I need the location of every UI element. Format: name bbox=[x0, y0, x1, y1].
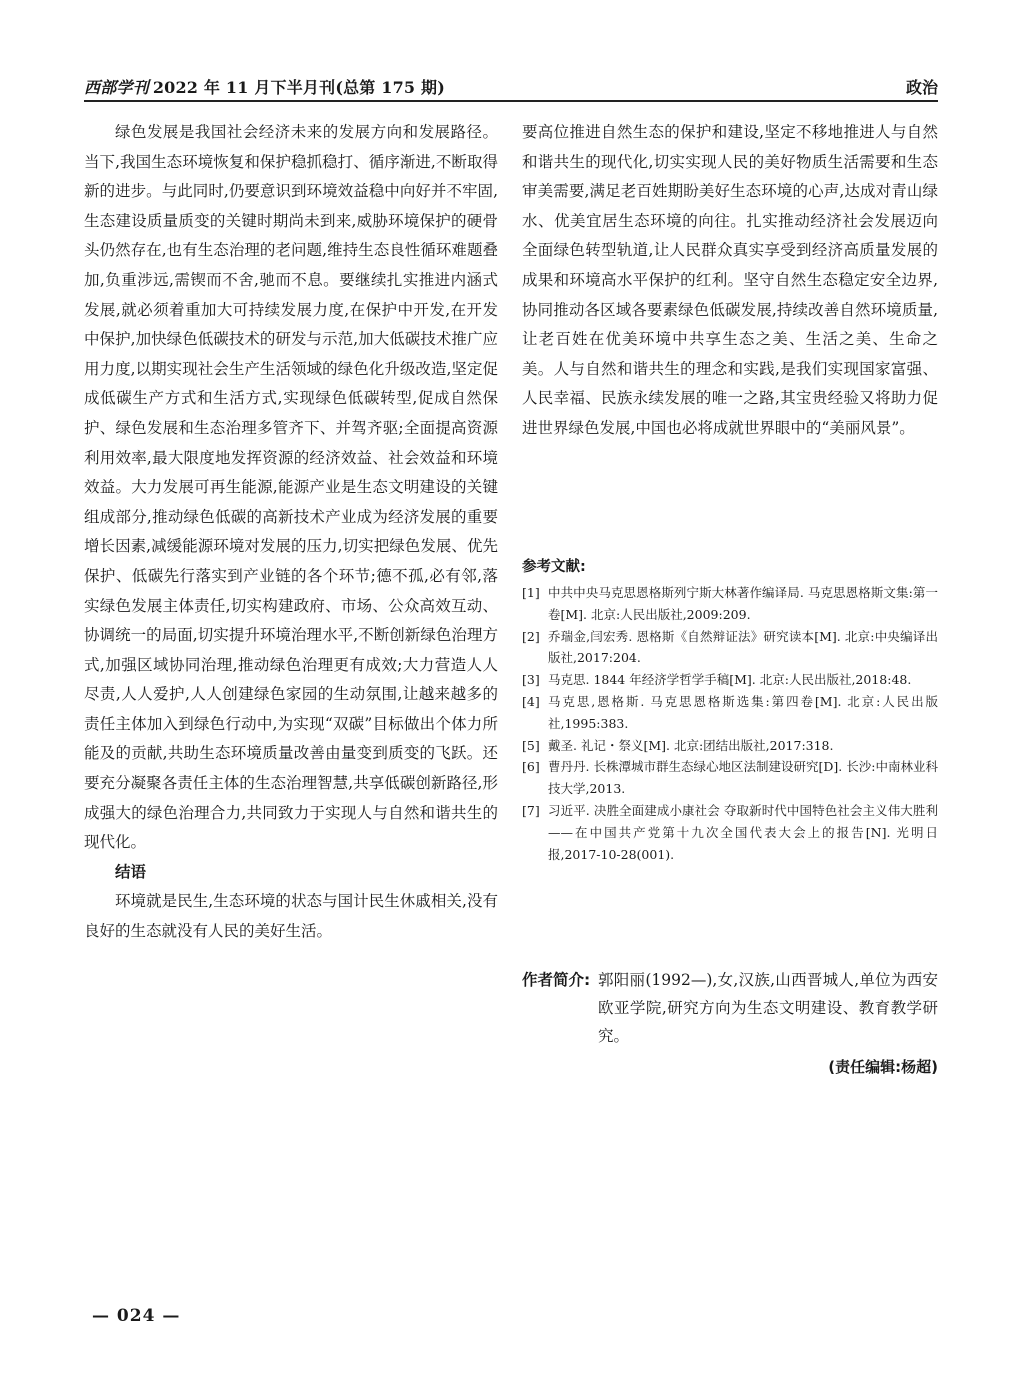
left-column bbox=[84, 118, 498, 947]
reference-item bbox=[522, 756, 938, 800]
reference-item bbox=[522, 800, 938, 865]
reference-number: [6] bbox=[522, 759, 540, 775]
reference-number: [2] bbox=[522, 628, 540, 644]
reference-text: 中共中央马克思恩格斯列宁斯大林著作编译局. 马克思恩格斯文集:第一卷[M]. 北京:人民出版社,2009:209. bbox=[548, 585, 938, 622]
reference-item bbox=[522, 691, 938, 735]
body-paragraph: 要高位推进自然生态的保护和建设,坚定不移地推进人与自然和谐共生的现代化,切实实现人民的美好物质生活需要和生态审美需要,满足老百姓期盼美好生态环境的心声,达成对青山绿水、优美宜居生态环境的向往。扎实推动经济社会发展迈向全面绿色转型轨道,让人民群众真实享受到经济高质量发展的成果和环境高水平保护的红利。坚守自然生态稳定安全边界,协同推动各区域各要素绿色低碳发展,持续改善自然环境质量,让老百姓在优美环境中共享生态之美、生活之美、生命之美。人与自然和谐共生的理念和实践,是我们实现国家富强、人民幸福、民族永续发展的唯一之路,其宝贵经验又将助力促进世界绿色发展,中国也必将成就世界眼中的“美丽风景”。 bbox=[522, 123, 938, 437]
reference-number: [1] bbox=[522, 585, 540, 600]
reference-item bbox=[522, 626, 938, 670]
conclusion-heading: 结语 bbox=[115, 862, 147, 881]
header-rule bbox=[84, 100, 938, 102]
responsible-editor: (责任编辑:杨超) bbox=[828, 1058, 938, 1076]
references-title: 参考文献: bbox=[522, 559, 586, 575]
running-header bbox=[84, 72, 938, 98]
reference-number: [4] bbox=[522, 693, 540, 709]
header-journal-info bbox=[84, 75, 445, 98]
issue-info: 2022 年 11 月下半月刊(总第 175 期) bbox=[152, 78, 446, 97]
references-list bbox=[522, 582, 938, 865]
reference-item bbox=[522, 669, 938, 691]
reference-text: 曹丹丹. 长株潭城市群生态绿心地区法制建设研究[D]. 长沙:中南林业科技大学,2013. bbox=[548, 759, 938, 797]
reference-text: 习近平. 决胜全面建成小康社会 夺取新时代中国特色社会主义伟大胜利——在中国共产党第十九次全国代表大会上的报告[N]. 光明日报,2017-10-28(001). bbox=[548, 802, 938, 862]
body-paragraph: 环境就是民生,生态环境的状态与国计民生休戚相关,没有良好的生态就没有人民的美好生活。 bbox=[84, 892, 498, 941]
reference-text: 戴圣. 礼记・祭义[M]. 北京:团结出版社,2017:318. bbox=[548, 737, 834, 753]
author-bio-label: 作者简介: bbox=[522, 971, 591, 989]
author-bio bbox=[522, 966, 938, 1050]
reference-text: 乔瑞金,闫宏秀. 恩格斯《自然辩证法》研究读本[M]. 北京:中央编译出版社,2017:204. bbox=[548, 628, 938, 666]
right-column bbox=[522, 118, 938, 444]
reference-number: [3] bbox=[522, 672, 540, 688]
reference-number: [7] bbox=[522, 802, 540, 818]
reference-text: 马克思. 1844 年经济学哲学手稿[M]. 北京:人民出版社,2018:48. bbox=[548, 672, 912, 688]
section-name: 政治 bbox=[905, 78, 938, 97]
reference-number: [5] bbox=[522, 737, 540, 753]
reference-text: 马克思,恩格斯. 马克思恩格斯选集:第四卷[M]. 北京:人民出版社,1995:383. bbox=[548, 693, 938, 731]
body-paragraph: 绿色发展是我国社会经济未来的发展方向和发展路径。当下,我国生态环境恢复和保护稳抓稳打、循序渐进,不断取得新的进步。与此同时,仍要意识到环境效益稳中向好并不牢固,生态建设质量质变的关键时期尚未到来,威胁环境保护的硬骨头仍然存在,也有生态治理的老问题,维持生态良性循环难题叠加,负重涉远,需锲而不舍,驰而不息。要继续扎实推进内涵式发展,就必须着重加大可持续发展力度,在保护中开发,在开发中保护,加快绿色低碳技术的研发与示范,加大低碳技术推广应用力度,以期实现社会生产生活领域的绿色化升级改造,坚定促成低碳生产方式和生活方式,实现绿色低碳转型,促成自然保护、绿色发展和生态治理多管齐下、并驾齐驱;全面提高资源利用效率,最大限度地发挥资源的经济效益、社会效益和环境效益。大力发展可再生能源,能源产业是生态文明建设的关键组成部分,推动绿色低碳的高新技术产业成为经济发展的重要增长因素,减缓能源环境对发展的压力,切实把绿色发展、优先保护、低碳先行落实到产业链的各个环节;德不孤,必有邻,落实绿色发展主体责任,切实构建政府、市场、公众高效互动、协调统一的局面,切实提升环境治理水平,不断创新绿色治理方式,加强区域协同治理,推动绿色治理更有成效;大力营造人人尽责,人人爱护,人人创建绿色家园的生动氛围,让越来越多的责任主体加入到绿色行动中,为实现“双碳”目标做出个体力所能及的贡献,共助生态环境质量改善由量变到质变的飞跃。还要充分凝聚各责任主体的生态治理智慧,共享低碳创新路径,形成强大的绿色治理合力,共同致力于实现人与自然和谐共生的现代化。 bbox=[84, 123, 498, 852]
page-number: — 024 — bbox=[92, 1306, 181, 1326]
journal-logo: 西部学刊 bbox=[84, 78, 149, 97]
reference-item bbox=[522, 582, 938, 626]
author-bio-text: 郭阳丽(1992—),女,汉族,山西晋城人,单位为西安欧亚学院,研究方向为生态文明建设、教育教学研究。 bbox=[598, 971, 938, 1045]
reference-item bbox=[522, 735, 938, 757]
